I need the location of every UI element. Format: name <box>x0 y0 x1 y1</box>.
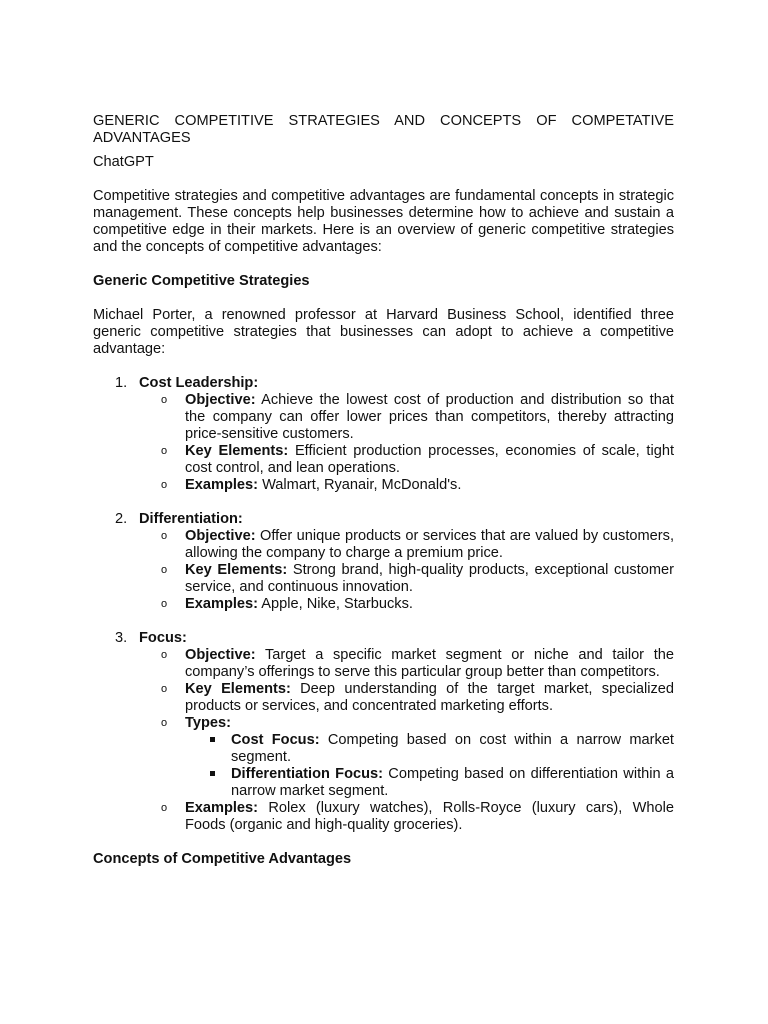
examples-text: Rolex (luxury watches), Rolls-Royce (luxury cars), Whole Foods (organic and high-quality groceries). <box>185 800 674 833</box>
square-bullet-icon <box>210 771 215 776</box>
circle-bullet-icon: o <box>161 530 168 542</box>
list-item <box>139 477 674 494</box>
type-label: Differentiation Focus: <box>231 766 384 782</box>
list-number: 2. <box>115 511 128 527</box>
key-elements-label: Key Elements: <box>185 681 291 697</box>
types-label: Types: <box>185 715 231 731</box>
objective-label: Objective: <box>185 392 256 408</box>
strategy-name: Differentiation: <box>139 511 243 527</box>
list-number: 3. <box>115 630 128 646</box>
circle-bullet-icon: o <box>161 683 168 695</box>
circle-bullet-icon: o <box>161 598 168 610</box>
list-item <box>139 647 674 681</box>
list-item <box>139 392 674 443</box>
strategy-list <box>93 375 674 834</box>
key-elements-text: Deep understanding of the target market, specialized products or services, and concentrated marketing efforts. <box>185 681 674 714</box>
strategy-name: Focus: <box>139 630 187 646</box>
strategy-item-differentiation <box>93 511 674 613</box>
strategy-details <box>139 392 674 494</box>
examples-label: Examples: <box>185 477 259 493</box>
strategy-details <box>139 528 674 613</box>
strategy-name: Cost Leadership: <box>139 375 259 391</box>
circle-bullet-icon: o <box>161 802 168 814</box>
document-author: ChatGPT <box>93 154 154 170</box>
section-heading-strategies: Generic Competitive Strategies <box>93 273 310 289</box>
list-item <box>139 681 674 715</box>
section-heading-advantages: Concepts of Competitive Advantages <box>93 851 352 867</box>
list-number: 1. <box>115 375 128 391</box>
circle-bullet-icon: o <box>161 394 168 406</box>
type-label: Cost Focus: <box>231 732 320 748</box>
objective-text: Offer unique products or services that are valued by customers, allowing the company to charge a premium price. <box>185 528 674 561</box>
key-elements-text: Strong brand, high-quality products, exceptional customer service, and continuous innovation. <box>185 562 675 595</box>
circle-bullet-icon: o <box>161 479 168 491</box>
list-item <box>185 766 674 800</box>
list-item <box>139 562 674 596</box>
strategy-item-focus <box>93 630 674 834</box>
document-title: GENERIC COMPETITIVE STRATEGIES AND CONCEPTS OF COMPETATIVE ADVANTAGES <box>93 113 674 146</box>
key-elements-text: Efficient production processes, economies of scale, tight cost control, and lean operations. <box>185 443 675 476</box>
document-page <box>93 113 674 868</box>
list-item <box>139 715 674 800</box>
objective-label: Objective: <box>185 528 256 544</box>
circle-bullet-icon: o <box>161 717 168 729</box>
types-list <box>185 732 674 800</box>
examples-label: Examples: <box>185 596 259 612</box>
key-elements-label: Key Elements: <box>185 562 288 578</box>
examples-text: Apple, Nike, Starbucks. <box>258 596 413 612</box>
square-bullet-icon <box>210 737 215 742</box>
list-item <box>139 800 674 834</box>
list-item <box>139 596 674 613</box>
objective-label: Objective: <box>185 647 256 663</box>
intro-paragraph: Competitive strategies and competitive advantages are fundamental concepts in strategic management. These concepts help businesses determine how to achieve and sustain a competitive edge in their markets. Here is an overview of generic competitive strategies and the concepts of competitive advantages: <box>93 188 674 255</box>
circle-bullet-icon: o <box>161 564 168 576</box>
list-item <box>185 732 674 766</box>
circle-bullet-icon: o <box>161 445 168 457</box>
examples-label: Examples: <box>185 800 259 816</box>
circle-bullet-icon: o <box>161 649 168 661</box>
objective-text: Target a specific market segment or niche and tailor the company’s offerings to serve this particular group better than competitors. <box>185 647 674 680</box>
porter-paragraph: Michael Porter, a renowned professor at Harvard Business School, identified three generic competitive strategies that businesses can adopt to achieve a competitive advantage: <box>93 307 674 357</box>
strategy-item-cost-leadership <box>93 375 674 494</box>
strategy-details <box>139 647 674 834</box>
list-item <box>139 443 674 477</box>
examples-text: Walmart, Ryanair, McDonald's. <box>258 477 462 493</box>
type-text: Competing based on differentiation within a narrow market segment. <box>231 766 674 799</box>
key-elements-label: Key Elements: <box>185 443 289 459</box>
objective-text: Achieve the lowest cost of production and distribution so that the company can offer lower prices than competitors, thereby attracting price-sensitive customers. <box>185 392 674 442</box>
type-text: Competing based on cost within a narrow market segment. <box>231 732 674 765</box>
list-item <box>139 528 674 562</box>
